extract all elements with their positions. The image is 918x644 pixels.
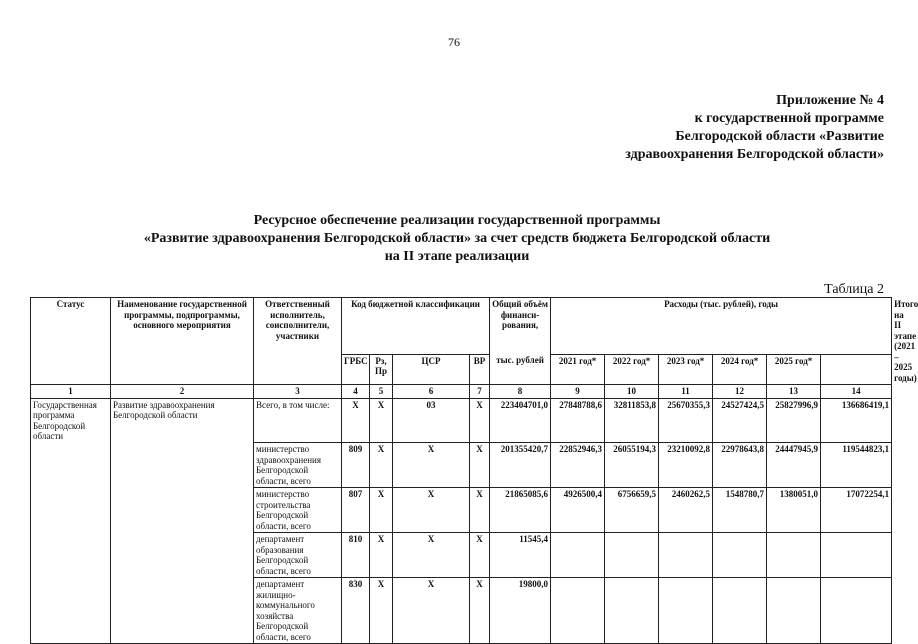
- document-title: [20, 212, 894, 266]
- table-label: Таблица 2: [824, 282, 884, 297]
- column-number: 1: [31, 385, 111, 399]
- row-year-2022: [605, 533, 659, 578]
- row-year-2024: [713, 578, 767, 644]
- row-year-2021: [551, 578, 605, 644]
- column-number: 14: [821, 385, 892, 399]
- row-grbs: 810: [342, 533, 370, 578]
- row-year-2024: [713, 533, 767, 578]
- row-year-2023: 23210092,8: [659, 443, 713, 488]
- row-stage-total: 136686419,1: [821, 398, 892, 443]
- row-total: 201355420,7: [490, 443, 551, 488]
- header-rzpr: Рз, Пр: [370, 354, 393, 384]
- title-line: на II этапе реализации: [384, 249, 530, 264]
- row-csr: Х: [393, 443, 470, 488]
- row-total: 11545,4: [490, 533, 551, 578]
- row-rzpr: Х: [370, 533, 393, 578]
- row-grbs: 807: [342, 488, 370, 533]
- column-number: 11: [659, 385, 713, 399]
- header-expenses: Расходы (тыс. рублей), годы: [551, 298, 892, 355]
- row-vr: Х: [470, 578, 490, 644]
- column-number: 13: [767, 385, 821, 399]
- row-executor: министерство здравоохранения Белгородской области, всего: [254, 443, 342, 488]
- row-year-2023: [659, 533, 713, 578]
- row-year-2025: [767, 533, 821, 578]
- row-year-2024: 1548780,7: [713, 488, 767, 533]
- row-program-name: Развитие здравоохранения Белгородской области: [111, 398, 254, 443]
- column-number: 7: [470, 385, 490, 399]
- row-year-2021: 22852946,3: [551, 443, 605, 488]
- header-year-2023: 2023 год*: [659, 354, 713, 384]
- row-executor: департамент жилищно-коммунального хозяйства Белгородской области, всего: [254, 578, 342, 644]
- header-name: Наименование государственной программы, подпрограммы, основного мероприятия: [111, 298, 254, 385]
- row-executor: департамент образования Белгородской области, всего: [254, 533, 342, 578]
- title-line: «Развитие здравоохранения Белгородской области» за счет средств бюджета Белгородской области: [143, 231, 771, 246]
- header-csr: ЦСР: [393, 354, 470, 384]
- row-vr: Х: [470, 533, 490, 578]
- row-year-2025: 25827996,9: [767, 398, 821, 443]
- appendix-line: здравоохранения Белгородской области»: [625, 147, 884, 162]
- column-number: 9: [551, 385, 605, 399]
- header-budget-code: Код бюджетной классификации: [342, 298, 490, 355]
- row-executor: Всего, в том числе:: [254, 398, 342, 443]
- row-rzpr: Х: [370, 443, 393, 488]
- header-total-unit: тыс. рублей: [490, 354, 551, 384]
- header-grbs: ГРБС: [342, 354, 370, 384]
- row-grbs: Х: [342, 398, 370, 443]
- row-year-2025: 24447945,9: [767, 443, 821, 488]
- row-stage-total: 17072254,1: [821, 488, 892, 533]
- row-total: 223404701,0: [490, 398, 551, 443]
- header-year-2025: 2025 год*: [767, 354, 821, 384]
- appendix-line: Приложение № 4: [776, 93, 884, 108]
- header-status: Статус: [31, 298, 111, 385]
- row-year-2022: 26055194,3: [605, 443, 659, 488]
- appendix-note: [564, 92, 884, 164]
- row-year-2023: 2460262,5: [659, 488, 713, 533]
- column-number: 3: [254, 385, 342, 399]
- title-line: Ресурсное обеспечение реализации государственной программы: [253, 213, 661, 228]
- row-csr: 03: [393, 398, 470, 443]
- row-year-2023: [659, 578, 713, 644]
- row-rzpr: Х: [370, 398, 393, 443]
- appendix-line: Белгородской области «Развитие: [675, 129, 884, 144]
- row-csr: Х: [393, 488, 470, 533]
- column-number: 2: [111, 385, 254, 399]
- row-grbs: 830: [342, 578, 370, 644]
- budget-table: [30, 297, 918, 644]
- header-executor: Ответственный исполнитель, соисполнители, участники: [254, 298, 342, 385]
- row-year-2023: 25670355,3: [659, 398, 713, 443]
- column-number: 6: [393, 385, 470, 399]
- table-row: [31, 488, 892, 533]
- row-year-2021: 27848788,6: [551, 398, 605, 443]
- row-rzpr: Х: [370, 578, 393, 644]
- row-year-2021: 4926500,4: [551, 488, 605, 533]
- header-year-2024: 2024 год*: [713, 354, 767, 384]
- row-total: 21865085,6: [490, 488, 551, 533]
- row-year-2021: [551, 533, 605, 578]
- appendix-line: к государственной программе: [694, 111, 884, 126]
- column-number: 8: [490, 385, 551, 399]
- column-number: 12: [713, 385, 767, 399]
- row-rzpr: Х: [370, 488, 393, 533]
- table-row: [31, 533, 892, 578]
- table-row: [31, 443, 892, 488]
- row-vr: Х: [470, 488, 490, 533]
- row-stage-total: 119544823,1: [821, 443, 892, 488]
- header-year-2021: 2021 год*: [551, 354, 605, 384]
- row-status: Государственная программа Белгородской области: [31, 398, 111, 443]
- row-year-2022: [605, 578, 659, 644]
- column-number-row: [31, 385, 892, 399]
- row-stage-total: [821, 578, 892, 644]
- table-row: [31, 398, 892, 443]
- table-row: [31, 578, 892, 644]
- column-number: 10: [605, 385, 659, 399]
- row-year-2025: 1380051,0: [767, 488, 821, 533]
- row-vr: Х: [470, 443, 490, 488]
- column-number: 4: [342, 385, 370, 399]
- row-grbs: 809: [342, 443, 370, 488]
- header-total-funding: Общий объём финанси-рования,: [490, 298, 551, 355]
- header-row: Статус Наименование государственной программы, подпрограммы, основного мероприятия Ответственный исполнитель, соисполнители, участники Код бюджетной классификации Общий объём финанси-рования, Расходы (тыс. рублей), годы Итого на II этапе (2021 – 2025 годы): [31, 298, 892, 355]
- row-year-2025: [767, 578, 821, 644]
- row-year-2022: 32811853,8: [605, 398, 659, 443]
- row-vr: Х: [470, 398, 490, 443]
- header-vr: ВР: [470, 354, 490, 384]
- row-csr: Х: [393, 533, 470, 578]
- row-executor: министерство строительства Белгородской области, всего: [254, 488, 342, 533]
- row-year-2024: 24527424,5: [713, 398, 767, 443]
- row-year-2022: 6756659,5: [605, 488, 659, 533]
- row-total: 19800,0: [490, 578, 551, 644]
- row-stage-total: [821, 533, 892, 578]
- page-number: 76: [448, 35, 460, 49]
- row-csr: Х: [393, 578, 470, 644]
- header-year-2022: 2022 год*: [605, 354, 659, 384]
- row-year-2024: 22978643,8: [713, 443, 767, 488]
- column-number: 5: [370, 385, 393, 399]
